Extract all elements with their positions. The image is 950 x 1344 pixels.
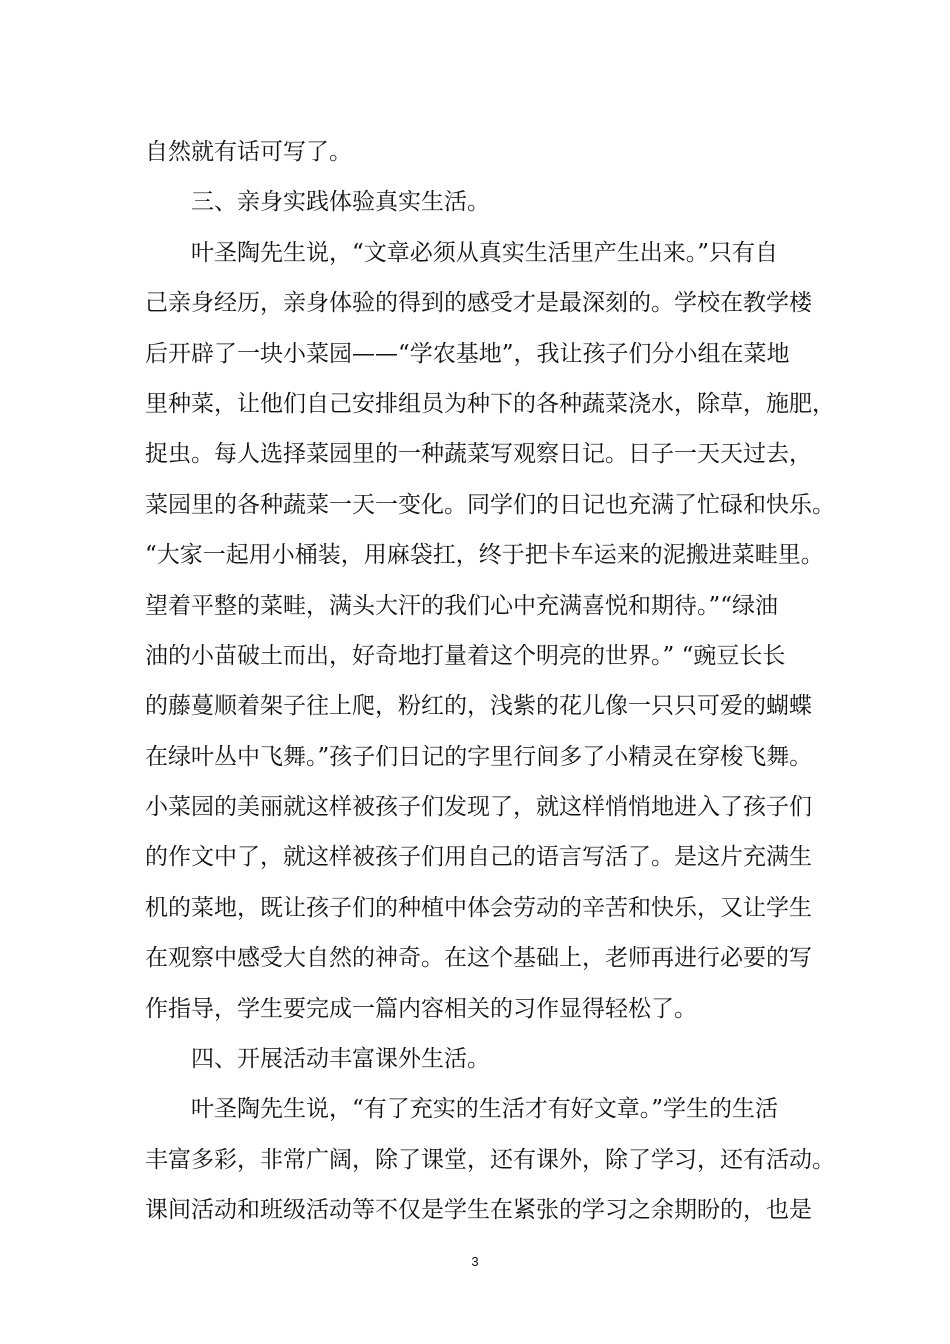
text-line: 作指导，学生要完成一篇内容相关的习作显得轻松了。 [145, 995, 697, 1022]
text-line: 己亲身经历，亲身体验的得到的感受才是最深刻的。学校在教学楼 [145, 290, 812, 317]
page-number: 3 [471, 1254, 479, 1269]
paragraph-start-line: 叶圣陶先生说，“文章必须从真实生活里产生出来。”只有自 [191, 239, 779, 266]
section-heading: 四、开展活动丰富课外生活。 [191, 1046, 490, 1073]
text-line: 后开辟了一块小菜园——“学农基地”，我让孩子们分小组在菜地 [145, 340, 790, 367]
text-line: “大家一起用小桶装，用麻袋扛，终于把卡车运来的泥搬进菜畦里。 [145, 542, 824, 569]
section-heading: 三、亲身实践体验真实生活。 [191, 189, 490, 216]
text-line: 自然就有话可写了。 [145, 139, 352, 165]
text-line: 小菜园的美丽就这样被孩子们发现了，就这样悄悄地进入了孩子们 [145, 794, 812, 821]
text-line: 望着平整的菜畦，满头大汗的我们心中充满喜悦和期待。”“绿油 [145, 592, 779, 619]
text-line: 的作文中了，就这样被孩子们用自己的语言写活了。是这片充满生 [145, 844, 812, 871]
text-line: 的藤蔓顺着架子往上爬，粉红的，浅紫的花儿像一只只可爱的蝴蝶 [145, 693, 812, 720]
text-line: 在观察中感受大自然的神奇。在这个基础上，老师再进行必要的写 [145, 945, 812, 972]
text-line: 菜园里的各种蔬菜一天一变化。同学们的日记也充满了忙碌和快乐。 [145, 491, 835, 518]
text-line: 在绿叶丛中飞舞。”孩子们日记的字里行间多了小精灵在穿梭飞舞。 [145, 743, 813, 770]
text-line: 课间活动和班级活动等不仅是学生在紧张的学习之余期盼的，也是 [145, 1197, 812, 1224]
body-text [145, 127, 835, 1236]
text-line: 油的小苗破土而出，好奇地打量着这个明亮的世界。” “豌豆长长 [145, 642, 786, 669]
text-line: 机的菜地，既让孩子们的种植中体会劳动的辛苦和快乐，又让学生 [145, 894, 812, 921]
paragraph-start-line: 叶圣陶先生说，“有了充实的生活才有好文章。”学生的生活 [191, 1096, 779, 1123]
text-line: 里种菜，让他们自己安排组员为种下的各种蔬菜浇水，除草，施肥， [145, 390, 835, 417]
text-line: 丰富多彩，非常广阔，除了课堂，还有课外，除了学习，还有活动。 [145, 1146, 835, 1173]
text-line: 捉虫。每人选择菜园里的一种蔬菜写观察日记。日子一天天过去， [145, 441, 812, 468]
